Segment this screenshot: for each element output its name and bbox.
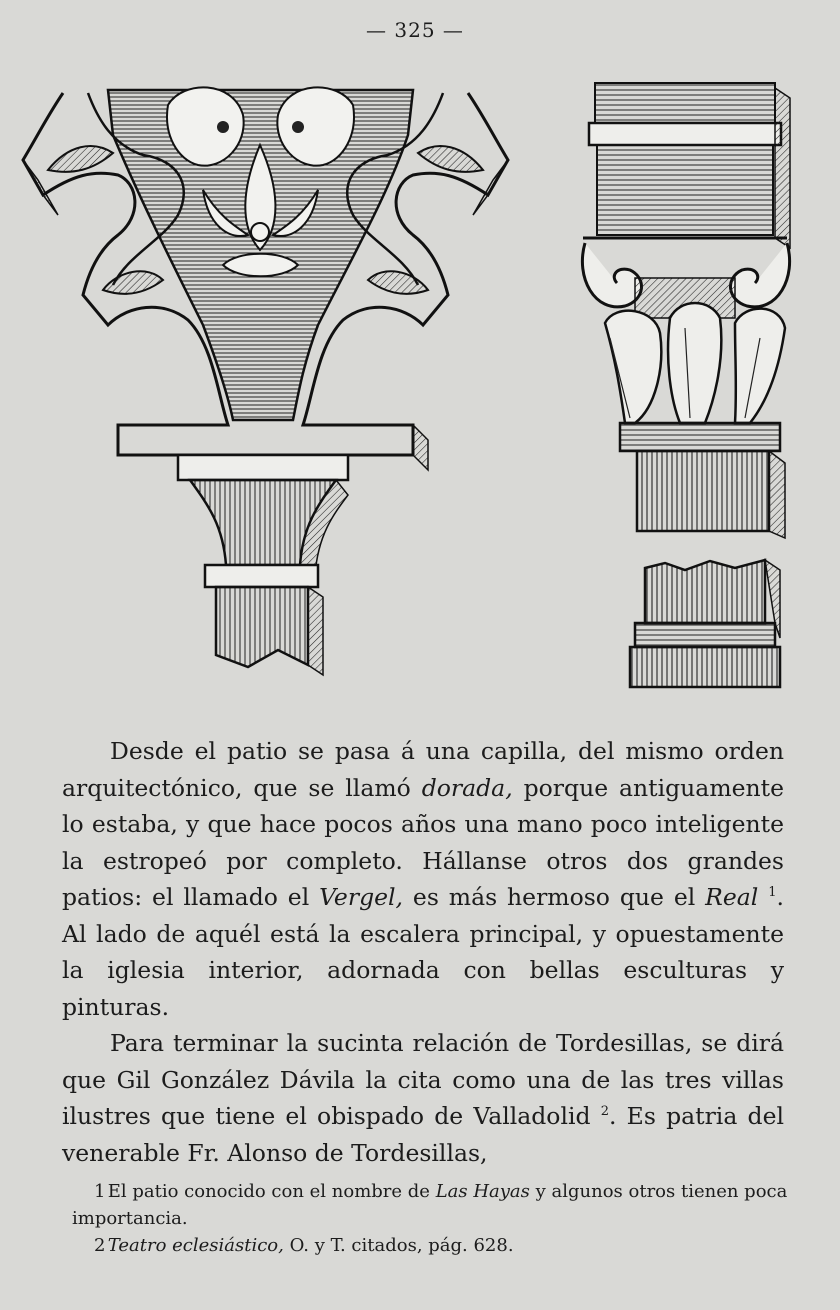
text-run: es más hermoso que el	[403, 883, 706, 911]
moorish-capital-illustration	[18, 75, 523, 685]
italic-term: Vergel,	[319, 883, 404, 911]
text-run: Para terminar la sucinta relación de Tordesillas, se dirá que Gil González Dávila la cita como una de las tres villas ilustres que tiene el obispado de Valladolid	[62, 1029, 784, 1130]
footnote-2	[72, 1232, 792, 1259]
footnote-number: 1	[94, 1181, 106, 1202]
footnote-italic: Teatro eclesiástico,	[107, 1235, 284, 1256]
text-run: . Es patria del venerable Fr. Alonso de Tordesillas,	[62, 1102, 784, 1167]
text-run: . Al lado de aquél está la escalera principal, y opuestamente la iglesia interior, adornada con bellas esculturas y pinturas.	[62, 883, 784, 1021]
footnote-italic: Las Hayas	[435, 1181, 530, 1202]
footnote-ref[interactable]: 1	[768, 885, 777, 900]
text-run: porque antiguamente lo estaba, y que hace pocos años una mano poco inteligente la estropeó por completo. Hállanse otros dos grandes patios: el llamado el	[62, 773, 784, 911]
footnote-number: 2	[94, 1235, 106, 1256]
column-capital-illustration	[575, 78, 805, 690]
italic-term: Real	[705, 883, 759, 911]
footnote-1	[72, 1178, 792, 1232]
body-text	[62, 733, 784, 1171]
footnote-text: O. y T. citados, pág. 628.	[283, 1235, 514, 1256]
page-number: — 325 —	[366, 18, 464, 42]
text-run: Desde el patio se pasa á una capilla, del mismo orden arquitectónico, que se llamó	[62, 737, 784, 802]
footnotes	[72, 1178, 792, 1259]
italic-term: dorada,	[421, 773, 513, 802]
footnote-text: y algunos otros tienen poca importancia.	[72, 1181, 788, 1229]
footnote-ref[interactable]: 2	[600, 1104, 610, 1119]
paragraph-1	[62, 733, 784, 1025]
footnote-text: El patio conocido con el nombre de	[107, 1181, 436, 1202]
paragraph-2	[62, 1025, 784, 1171]
